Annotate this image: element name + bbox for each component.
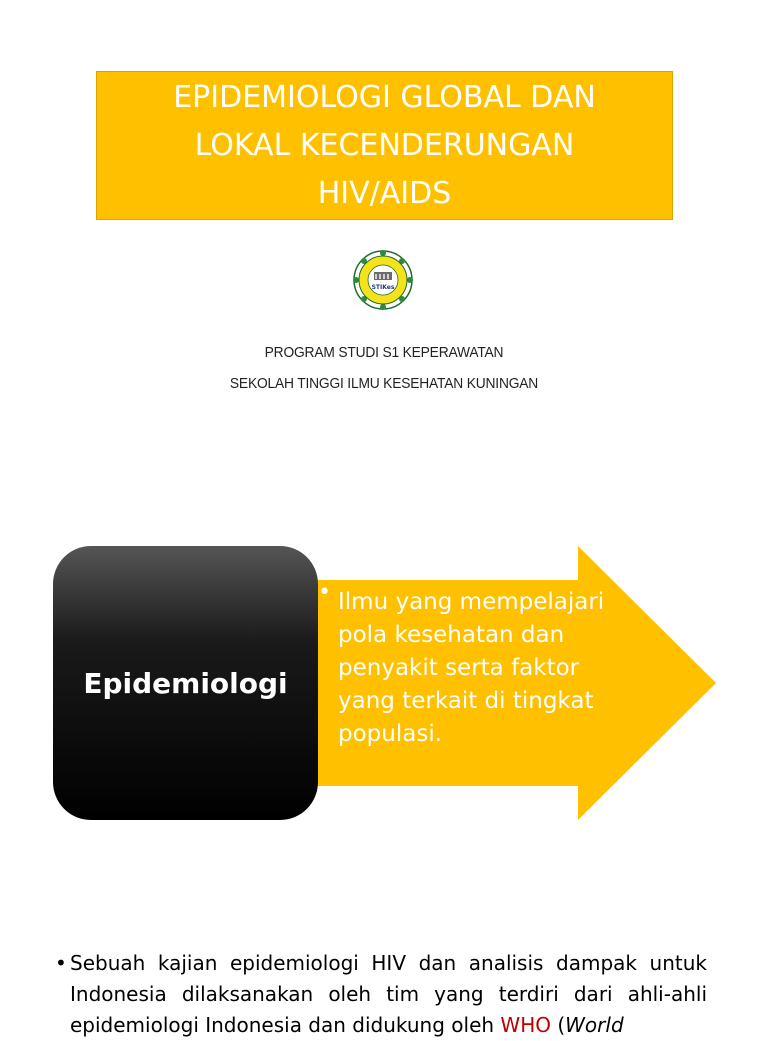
body-italic-text: World — [565, 1013, 624, 1037]
body-text — [55, 948, 707, 1041]
definition-bullet: • — [318, 580, 331, 605]
body-text-main: Sebuah kajian epidemiologi HIV dan analisis dampak untuk Indonesia dilaksanakan oleh tim yang terdiri dari ahli-ahli epidemiologi Indonesia dan didukung oleh — [70, 951, 707, 1037]
term-label: Epidemiologi — [83, 666, 288, 700]
stikes-logo-icon — [351, 250, 415, 310]
who-highlight: WHO — [500, 1013, 551, 1037]
definition-diagram — [0, 540, 768, 830]
program-name: PROGRAM STUDI S1 KEPERAWATAN — [264, 344, 504, 361]
definition-text-block — [318, 580, 628, 751]
title-banner — [96, 71, 673, 220]
body-paragraph — [55, 948, 707, 1041]
definition-text: Ilmu yang mempelajari pola kesehatan dan penyakit serta faktor yang terkait di tingkat populasi. — [338, 589, 605, 747]
page-title: EPIDEMIOLOGI GLOBAL DAN LOKAL KECENDERUNGAN HIV/AIDS — [173, 79, 596, 211]
term-box — [53, 546, 318, 820]
body-bullet: • — [55, 951, 67, 975]
body-paren: ( — [550, 1013, 566, 1037]
institution-name: SEKOLAH TINGGI ILMU KESEHATAN KUNINGAN — [229, 375, 539, 392]
logo-text: STIKes — [371, 284, 395, 291]
